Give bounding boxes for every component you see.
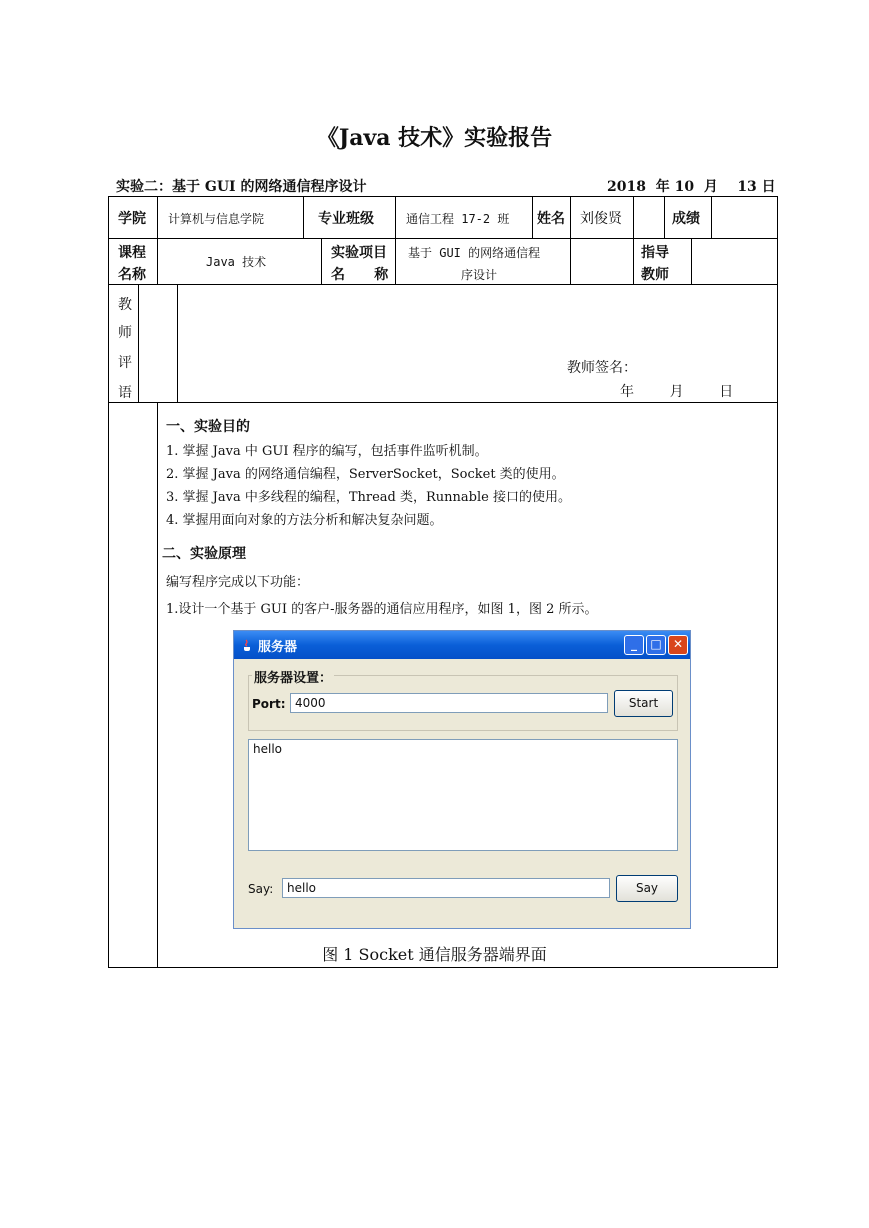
comment-char-2: 师 bbox=[118, 325, 132, 341]
sign-date: 年 月 日 bbox=[620, 384, 734, 400]
comment-char-1: 教 bbox=[118, 297, 132, 313]
teacher-label-1: 指导 bbox=[641, 245, 669, 261]
teacher-signature: 教师签名： bbox=[567, 360, 637, 376]
section1-title: 一、实验目的 bbox=[166, 419, 250, 435]
college-value: 计算机与信息学院 bbox=[168, 212, 265, 226]
java-cup-icon bbox=[240, 638, 254, 652]
course-value: Java 技术 bbox=[206, 255, 267, 269]
port-label: Port: bbox=[252, 697, 286, 711]
objective-item-4: 4. 掌握用面向对象的方法分析和解决复杂问题。 bbox=[166, 513, 443, 528]
say-input[interactable]: hello bbox=[282, 878, 610, 898]
close-icon[interactable]: ✕ bbox=[668, 635, 688, 655]
report-date: 2018 年 10 月 13 日 bbox=[607, 179, 776, 195]
server-settings-label: 服务器设置： bbox=[252, 667, 334, 686]
window-title: 服务器 bbox=[258, 640, 298, 655]
name-value: 刘俊贤 bbox=[580, 211, 622, 227]
experiment-subtitle: 实验二：基于 GUI 的网络通信程序设计 bbox=[116, 179, 367, 195]
course-label-1: 课程 bbox=[118, 245, 146, 261]
major-value: 通信工程 17-2 班 bbox=[406, 212, 510, 226]
teacher-label-2: 教师 bbox=[641, 267, 669, 283]
port-input[interactable]: 4000 bbox=[290, 693, 608, 713]
maximize-icon[interactable]: □ bbox=[646, 635, 666, 655]
comment-char-3: 评 bbox=[118, 355, 132, 371]
section2-title: 二、实验原理 bbox=[162, 546, 246, 562]
message-area[interactable]: hello bbox=[248, 739, 678, 851]
project-label-1: 实验项目 bbox=[331, 245, 387, 261]
objective-item-3: 3. 掌握 Java 中多线程的编程，Thread 类，Runnable 接口的使用。 bbox=[166, 490, 571, 505]
say-label: Say: bbox=[248, 882, 274, 896]
server-window bbox=[233, 630, 691, 929]
window-titlebar[interactable] bbox=[234, 631, 690, 659]
start-button[interactable]: Start bbox=[614, 690, 673, 717]
report-title: 《Java 技术》实验报告 bbox=[316, 125, 553, 151]
objective-item-1: 1. 掌握 Java 中 GUI 程序的编写，包括事件监听机制。 bbox=[166, 444, 488, 459]
section2-item-1: 1.设计一个基于 GUI 的客户-服务器的通信应用程序，如图 1，图 2 所示。 bbox=[166, 602, 598, 617]
project-label-2: 名 称 bbox=[331, 267, 389, 283]
college-label: 学院 bbox=[118, 211, 146, 227]
score-label: 成绩 bbox=[672, 211, 700, 227]
say-button[interactable]: Say bbox=[616, 875, 678, 902]
minimize-icon[interactable]: _ bbox=[624, 635, 644, 655]
comment-char-4: 语 bbox=[118, 385, 132, 401]
course-label-2: 名称 bbox=[118, 267, 146, 283]
major-label: 专业班级 bbox=[318, 211, 374, 227]
section2-intro: 编写程序完成以下功能： bbox=[166, 575, 310, 590]
figure-caption: 图 1 Socket 通信服务器端界面 bbox=[322, 945, 547, 964]
project-value-2: 序设计 bbox=[461, 268, 498, 282]
objective-item-2: 2. 掌握 Java 的网络通信编程，ServerSocket，Socket 类的使用。 bbox=[166, 467, 565, 482]
project-value-1: 基于 GUI 的网络通信程 bbox=[408, 246, 541, 260]
name-label: 姓名 bbox=[537, 211, 565, 227]
